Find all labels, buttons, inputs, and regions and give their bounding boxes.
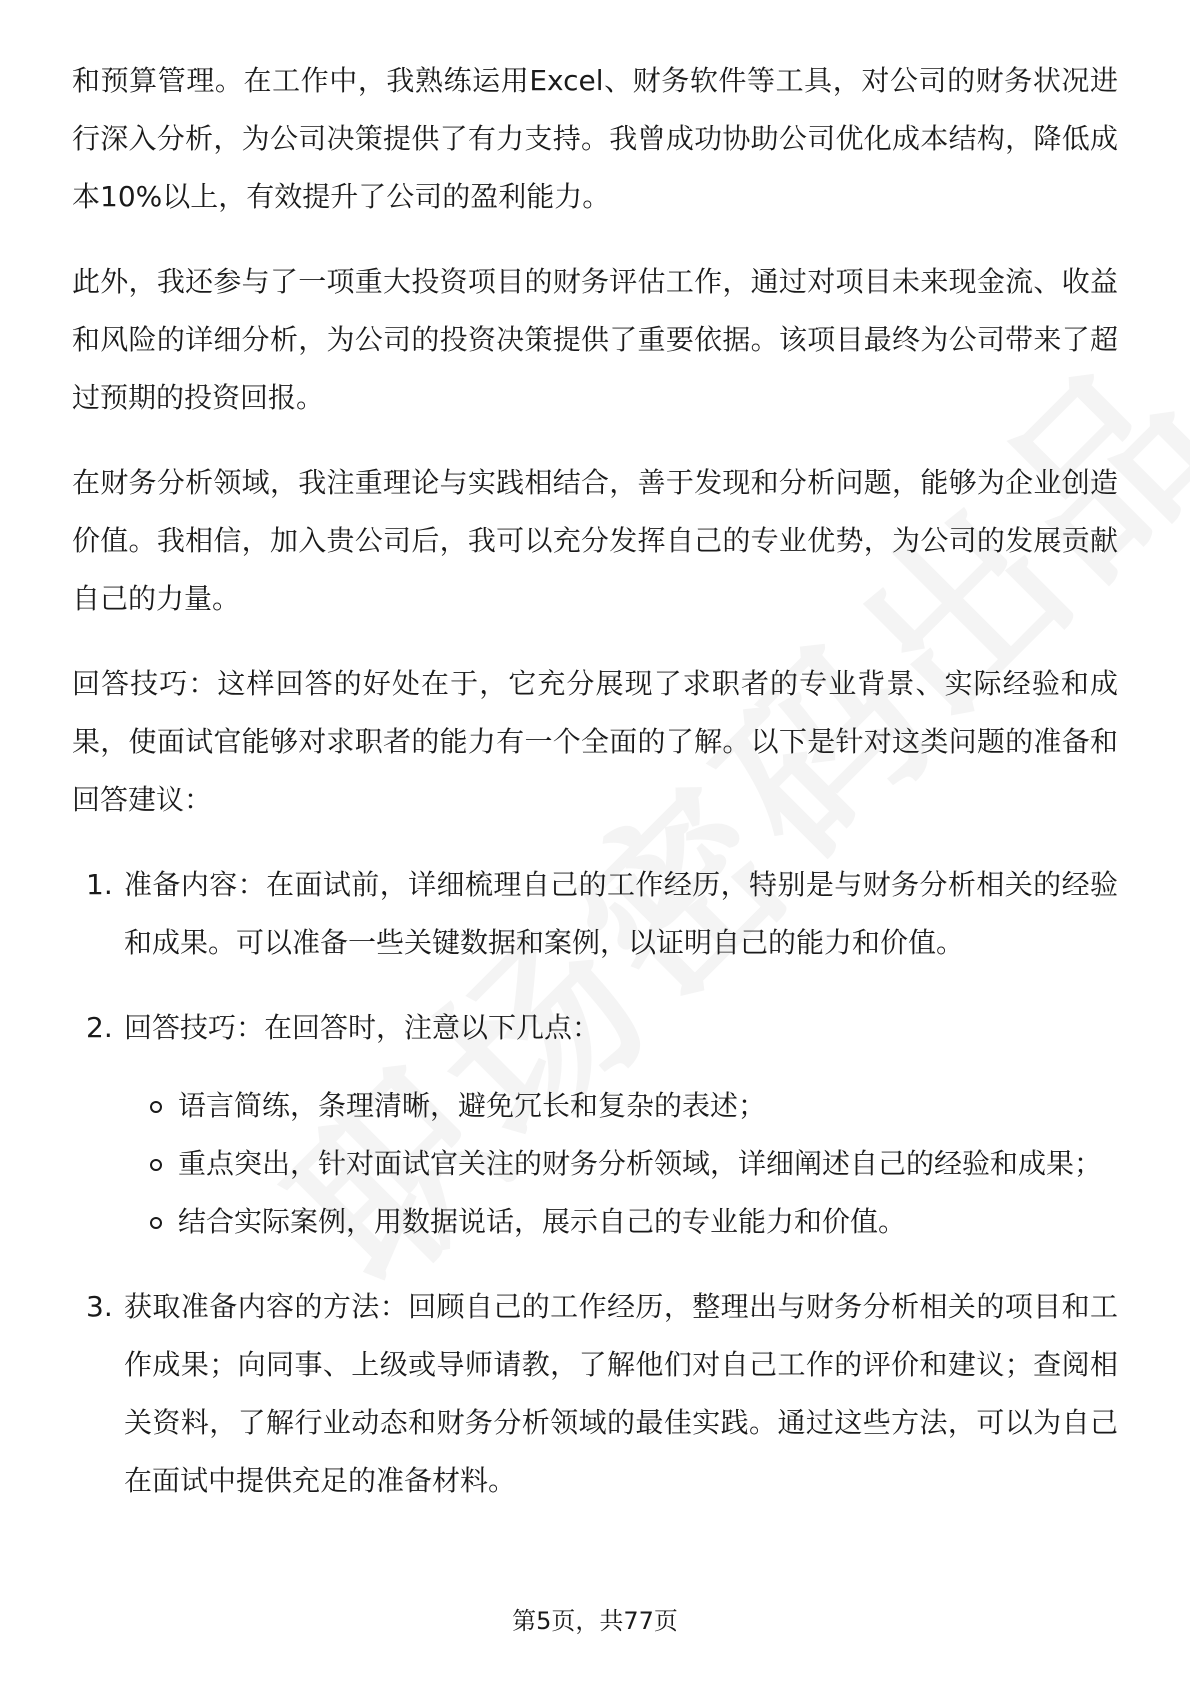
page-footer: 第5页，共77页	[512, 1607, 678, 1635]
paragraph-1: 和预算管理。在工作中，我熟练运用Excel、财务软件等工具，对公司的财务状况进行深入分析，为公司决策提供了有力支持。我曾成功协助公司优化成本结构，降低成本10%以上，有效提升了公司的盈利能力。	[72, 64, 1118, 213]
sub-list-item-1	[72, 1077, 1118, 1135]
paragraph-3: 在财务分析领域，我注重理论与实践相结合，善于发现和分析问题，能够为企业创造价值。我相信，加入贵公司后，我可以充分发挥自己的专业优势，为公司的发展贡献自己的力量。	[72, 466, 1118, 615]
list-number: 2.	[86, 1011, 113, 1044]
list-item-3	[72, 1278, 1118, 1510]
paragraph-4: 回答技巧：这样回答的好处在于，它充分展现了求职者的专业背景、实际经验和成果，使面试官能够对求职者的能力有一个全面的了解。以下是针对这类问题的准备和回答建议：	[72, 667, 1118, 816]
hollow-bullet-icon	[150, 1101, 162, 1113]
sub-list-item-text: 语言简练，条理清晰，避免冗长和复杂的表述；	[178, 1089, 767, 1122]
list-item-text: 准备内容：在面试前，详细梳理自己的工作经历，特别是与财务分析相关的经验和成果。可以准备一些关键数据和案例，以证明自己的能力和价值。	[124, 868, 1118, 959]
paragraph-2: 此外，我还参与了一项重大投资项目的财务评估工作，通过对项目未来现金流、收益和风险的详细分析，为公司的投资决策提供了重要依据。该项目最终为公司带来了超过预期的投资回报。	[72, 265, 1118, 414]
list-item-text: 获取准备内容的方法：回顾自己的工作经历，整理出与财务分析相关的项目和工作成果；向同事、上级或导师请教，了解他们对自己工作的评价和建议；查阅相关资料，了解行业动态和财务分析领域的最佳实践。通过这些方法，可以为自己在面试中提供充足的准备材料。	[124, 1290, 1118, 1497]
list-number: 1.	[86, 868, 113, 901]
sub-list-item-text: 结合实际案例，用数据说话，展示自己的专业能力和价值。	[178, 1205, 907, 1238]
list-number: 3.	[86, 1290, 113, 1323]
sub-list	[72, 1077, 1118, 1251]
list-item-text: 回答技巧：在回答时，注意以下几点：	[124, 1011, 601, 1044]
document-body	[72, 52, 1118, 1510]
sub-list-item-3	[72, 1193, 1118, 1251]
list-item-2	[72, 999, 1118, 1057]
sub-list-item-2	[72, 1135, 1118, 1193]
hollow-bullet-icon	[150, 1159, 162, 1171]
list-item-1	[72, 856, 1118, 972]
hollow-bullet-icon	[150, 1217, 162, 1229]
sub-list-item-text: 重点突出，针对面试官关注的财务分析领域，详细阐述自己的经验和成果；	[178, 1147, 1103, 1180]
